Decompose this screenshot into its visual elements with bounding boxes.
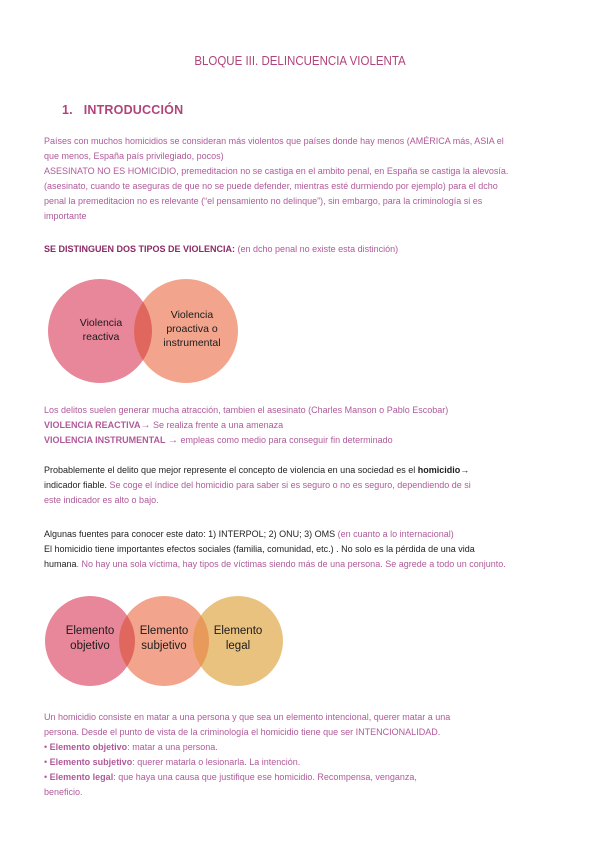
bullet-icon: • — [44, 757, 48, 767]
intro-line: Países con muchos homicidios se consideran más violentos que países donde hay menos (AMÉRICA más, ASIA el — [44, 136, 504, 146]
bullet-subjective — [44, 755, 559, 770]
sources-line: El homicidio tiene importantes efectos sociales (familia, comunidad, etc.) . No solo es la pérdida de una vida — [44, 544, 475, 554]
legal-label-line: Elemento — [213, 625, 263, 637]
violence-types-note: (en dcho penal no existe esta distinción) — [235, 244, 399, 254]
section-number: 1. — [62, 103, 73, 117]
legal-text: : que haya una causa que justifique ese homicidio. Recompensa, venganza, — [113, 772, 417, 782]
objective-term: Elemento objetivo — [49, 742, 128, 752]
section-heading — [62, 103, 183, 117]
homicidio-term: homicidio — [417, 465, 461, 475]
section-title: INTRODUCCIÓN — [83, 103, 184, 117]
bullet-icon: • — [44, 742, 48, 752]
attraction-line: Los delitos suelen generar mucha atracción, tambien el asesinato (Charles Manson o Pablo Escobar) — [44, 405, 449, 415]
intro-paragraph — [44, 134, 559, 224]
intro-line: que menos, España país privilegiado, pocos) — [44, 151, 224, 161]
legal-label — [198, 624, 278, 654]
violence-definitions — [44, 403, 559, 448]
subjective-label-line: subjetivo — [141, 640, 187, 652]
instrumental-definition — [44, 433, 559, 448]
arrow-icon: → — [460, 465, 470, 475]
intro-line: (asesinato, cuando te aseguras de que no se puede defender, mientras esté durmiendo por ejemplo) para el dcho — [44, 181, 498, 191]
indicador-fiable: indicador fiable. — [44, 480, 108, 490]
indicator-line: este indicador es alto o bajo. — [44, 495, 159, 505]
subjective-label — [124, 624, 204, 654]
subjective-text: : querer matarla o lesionarla. La intención. — [132, 757, 301, 767]
objective-label-line: objetivo — [70, 640, 110, 652]
legal-label-line: legal — [225, 640, 251, 652]
objective-text: : matar a una persona. — [127, 742, 218, 752]
instrumental-label — [152, 308, 232, 350]
elements-line: persona. Desde el punto de vista de la criminología el homicidio tiene que ser INTENCIONALIDAD. — [44, 727, 441, 737]
subjective-term: Elemento subjetivo — [49, 757, 133, 767]
reactive-term: VIOLENCIA REACTIVA — [44, 420, 141, 430]
elements-line: Un homicidio consiste en matar a una persona y que sea un elemento intencional, querer matar a una — [44, 712, 451, 722]
elements-paragraph — [44, 710, 559, 800]
instrumental-label-line: Violencia — [170, 309, 214, 321]
bullet-legal — [44, 770, 559, 785]
indicator-line — [44, 478, 559, 493]
sources-text: Algunas fuentes para conocer este dato: 1) INTERPOL; 2) ONU; 3) OMS — [44, 529, 336, 539]
instrumental-text: empleas como medio para conseguir fin determinado — [178, 435, 393, 445]
instrumental-label-line: proactiva o — [166, 323, 218, 335]
legal-continuation: beneficio. — [44, 787, 83, 797]
intro-line: ASESINATO NO ES HOMICIDIO, premeditacion no se castiga en el ambito penal, en España se castiga la alevosía. — [44, 166, 509, 176]
arrow-icon: → — [140, 420, 151, 431]
arrow-icon: → — [168, 435, 179, 446]
bullet-objective — [44, 740, 559, 755]
instrumental-term: VIOLENCIA INSTRUMENTAL — [44, 435, 166, 445]
indicator-text: Se coge el índice del homicidio para saber si es seguro o no es seguro, dependiendo de si — [107, 480, 471, 490]
sources-text: . No hay una sola víctima, hay tipos de víctimas siendo más de una persona. Se agrede a todo un conjunto. — [76, 559, 506, 569]
instrumental-label-line: instrumental — [163, 337, 221, 349]
intro-line: penal la premeditacion no es relevante (“el pensamiento no delinque”), sin embargo, para la criminología si es — [44, 196, 483, 206]
violence-venn-diagram — [48, 278, 240, 384]
sources-line — [44, 557, 559, 572]
subjective-label-line: Elemento — [139, 625, 189, 637]
sources-line — [44, 527, 559, 542]
bullet-icon: • — [44, 772, 48, 782]
sources-text: humana — [44, 559, 77, 569]
reactive-definition — [44, 418, 559, 433]
legal-term: Elemento legal — [49, 772, 114, 782]
reactive-text: Se realiza frente a una amenaza — [150, 420, 284, 430]
reactive-label — [66, 316, 136, 344]
intro-line: importante — [44, 211, 87, 221]
violence-types-lead: SE DISTINGUEN DOS TIPOS DE VIOLENCIA: — [44, 244, 236, 254]
objective-label — [50, 624, 130, 654]
violence-types-heading — [44, 242, 559, 257]
elements-venn-diagram — [44, 595, 284, 687]
objective-label-line: Elemento — [65, 625, 115, 637]
sources-paragraph — [44, 527, 559, 572]
sources-note: (en cuanto a lo internacional) — [335, 529, 454, 539]
indicator-line — [44, 463, 559, 478]
indicator-paragraph — [44, 463, 559, 508]
reactive-label-line: Violencia — [79, 317, 123, 329]
indicator-text: Probablemente el delito que mejor represente el concepto de violencia en una sociedad es el — [44, 465, 418, 475]
reactive-label-line: reactiva — [82, 331, 120, 343]
document-title: BLOQUE III. DELINCUENCIA VIOLENTA — [194, 54, 406, 68]
